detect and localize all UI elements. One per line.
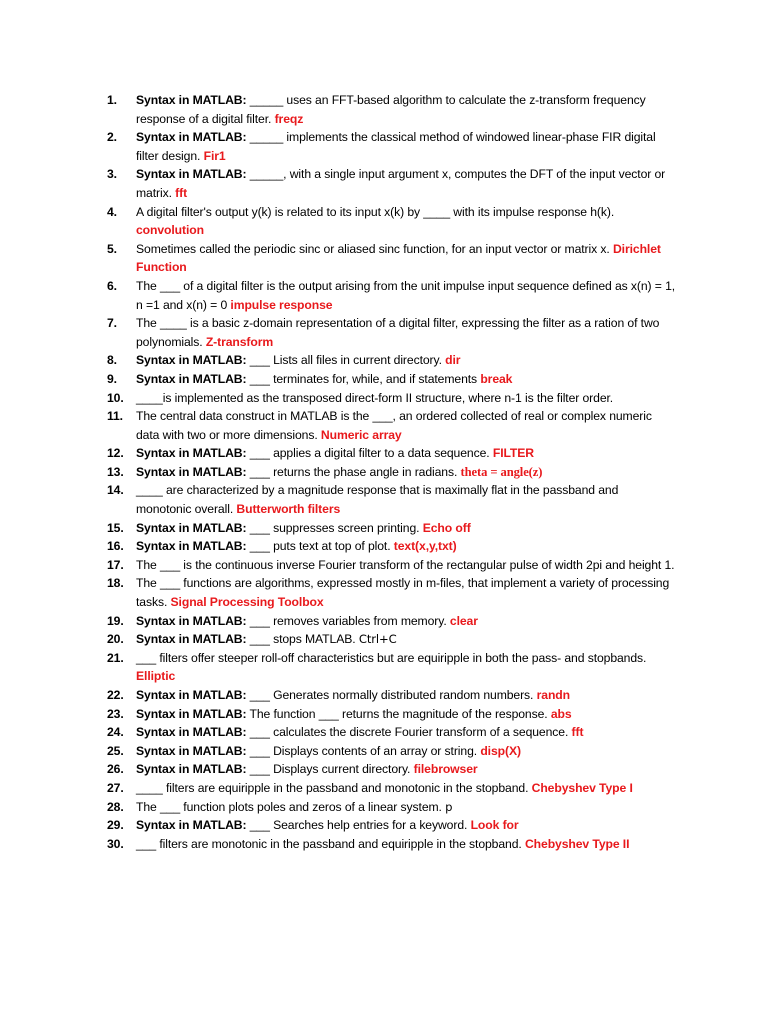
answer-text: FILTER <box>492 446 534 461</box>
question-item <box>0 798 768 817</box>
answer-text: impulse response <box>230 297 333 312</box>
question-item <box>0 128 768 165</box>
question-number: 7. <box>107 316 117 331</box>
answer-text: Fir1 <box>203 148 226 163</box>
question-number: 23. <box>107 706 124 721</box>
question-item <box>0 760 768 779</box>
question-prefix: Syntax in MATLAB: <box>136 539 247 554</box>
question-number: 27. <box>107 780 124 795</box>
answer-text: Look for <box>470 818 519 833</box>
answer-text: text(x,y,txt) <box>393 539 457 554</box>
question-number: 28. <box>107 799 124 814</box>
question-item <box>0 165 768 202</box>
question-item <box>0 705 768 724</box>
question-prefix: Syntax in MATLAB: <box>136 613 247 628</box>
question-number: 21. <box>107 650 124 665</box>
answer-text: Numeric array <box>320 427 402 442</box>
question-number: 20. <box>107 632 124 647</box>
question-text: _____ uses an FFT-based algorithm to calculate the z-transform frequency response of a digital filter. <box>136 93 646 126</box>
answer-text: fft <box>175 185 188 200</box>
question-prefix: Syntax in MATLAB: <box>136 93 247 107</box>
question-list <box>0 91 768 853</box>
question-item <box>0 463 768 482</box>
question-item <box>0 723 768 742</box>
question-text: _____, with a single input argument x, computes the DFT of the input vector or matrix. <box>136 167 666 200</box>
question-number: 4. <box>107 204 117 219</box>
question-number: 6. <box>107 278 117 293</box>
question-item <box>0 91 768 128</box>
question-text: A digital filter's output y(k) is related to its input x(k) by ____ with its impulse response h(k). <box>136 204 615 219</box>
question-prefix: Syntax in MATLAB: <box>136 706 247 721</box>
question-number: 24. <box>107 725 124 740</box>
question-text: ___ Lists all files in current directory. <box>246 353 446 368</box>
answer-text: filebrowser <box>413 762 478 777</box>
question-item <box>0 612 768 631</box>
question-prefix: Syntax in MATLAB: <box>136 130 247 145</box>
question-prefix: Syntax in MATLAB: <box>136 818 247 833</box>
question-item <box>0 277 768 314</box>
question-number: 29. <box>107 818 124 833</box>
question-prefix: Syntax in MATLAB: <box>136 632 247 647</box>
question-item <box>0 240 768 277</box>
question-text: The ___ functions are algorithms, expressed mostly in m-files, that implement a variety of processing tasks. <box>136 576 670 610</box>
question-text: ___ Displays current directory. <box>246 762 414 777</box>
question-text: The function ___ returns the magnitude of the response. <box>246 706 551 721</box>
question-item <box>0 314 768 351</box>
question-number: 13. <box>107 464 124 479</box>
question-number: 11. <box>107 409 123 424</box>
question-text: ___ applies a digital filter to a data sequence. <box>246 446 493 461</box>
question-text: ___ Generates normally distributed random numbers. <box>246 688 537 702</box>
question-item <box>0 389 768 408</box>
question-number: 18. <box>107 576 124 591</box>
answer-text: Elliptic <box>136 669 176 684</box>
question-text: ___ filters are monotonic in the passband and equiripple in the stopband. <box>136 836 525 851</box>
answer-text: Echo off <box>422 520 471 535</box>
question-text: The ___ is the continuous inverse Fourier transform of the rectangular pulse of width 2pi and height 1. <box>136 557 675 572</box>
question-number: 10. <box>107 390 124 405</box>
answer-text: Dirichlet Function <box>136 241 661 275</box>
question-text: _____ implements the classical method of windowed linear-phase FIR digital filter design. <box>136 130 656 163</box>
question-text: ____ are characterized by a magnitude response that is maximally flat in the passband and monotonic overall. <box>136 483 619 517</box>
question-prefix: Syntax in MATLAB: <box>136 353 247 368</box>
question-number: 26. <box>107 762 124 777</box>
question-item <box>0 649 768 686</box>
question-item <box>0 686 768 705</box>
question-text: The ___ function plots poles and zeros of a linear system. <box>136 799 446 814</box>
question-number: 1. <box>107 93 117 107</box>
answer-text: freqz <box>274 111 304 126</box>
question-number: 15. <box>107 520 124 535</box>
answer-text: Chebyshev Type II <box>524 836 630 851</box>
answer-text: theta = angle(z) <box>460 464 543 479</box>
answer-text: Signal Processing Toolbox <box>170 595 324 610</box>
question-number: 22. <box>107 688 124 702</box>
question-item <box>0 351 768 370</box>
question-text: The ___ of a digital filter is the output arising from the unit impulse input sequence defined as x(n) = 1, n =1 and x(n) = 0 <box>136 278 676 312</box>
question-prefix: Syntax in MATLAB: <box>136 520 247 535</box>
question-item <box>0 537 768 556</box>
answer-text: p <box>445 799 453 814</box>
question-text: ____ filters are equiripple in the passband and monotonic in the stopband. <box>136 780 532 795</box>
question-number: 8. <box>107 353 117 368</box>
question-text: ___ Searches help entries for a keyword. <box>246 818 471 833</box>
question-item <box>0 779 768 798</box>
answer-text: Z-transform <box>205 334 274 349</box>
answer-text: Butterworth filters <box>236 502 341 517</box>
question-number: 25. <box>107 743 124 758</box>
answer-text: fft <box>571 725 584 740</box>
answer-text: clear <box>449 613 478 628</box>
question-text: ___ puts text at top of plot. <box>246 539 394 554</box>
answer-text: break <box>480 371 513 386</box>
question-item <box>0 481 768 518</box>
question-text: The central data construct in MATLAB is the ___, an ordered collected of real or complex numeric data with two or more dimensions. <box>136 409 652 442</box>
question-item <box>0 407 768 444</box>
question-number: 5. <box>107 241 117 256</box>
question-item <box>0 742 768 761</box>
question-item <box>0 519 768 538</box>
question-number: 2. <box>107 130 117 145</box>
answer-text: abs <box>550 706 572 721</box>
question-item <box>0 556 768 575</box>
question-number: 14. <box>107 483 124 498</box>
question-number: 17. <box>107 557 124 572</box>
question-text: ___ filters offer steeper roll-off characteristics but are equiripple in both the pass- and stopbands. <box>136 650 647 665</box>
question-text: ___ removes variables from memory. <box>246 613 450 628</box>
question-item <box>0 630 768 649</box>
question-number: 12. <box>107 446 124 461</box>
question-number: 3. <box>107 167 117 182</box>
question-text: ___ stops MATLAB. <box>246 632 359 647</box>
question-prefix: Syntax in MATLAB: <box>136 167 247 182</box>
question-prefix: Syntax in MATLAB: <box>136 446 247 461</box>
answer-text: Ctrl+C <box>358 632 397 647</box>
question-prefix: Syntax in MATLAB: <box>136 743 247 758</box>
question-text: ___ calculates the discrete Fourier transform of a sequence. <box>246 725 572 740</box>
answer-text: dir <box>445 353 461 368</box>
answer-text: convolution <box>136 223 204 238</box>
question-prefix: Syntax in MATLAB: <box>136 688 247 702</box>
question-number: 30. <box>107 836 124 851</box>
question-text: ___ returns the phase angle in radians. <box>246 464 461 479</box>
question-prefix: Syntax in MATLAB: <box>136 371 247 386</box>
question-prefix: Syntax in MATLAB: <box>136 464 247 479</box>
question-item <box>0 835 768 854</box>
question-item <box>0 370 768 389</box>
question-item <box>0 574 768 611</box>
question-prefix: Syntax in MATLAB: <box>136 762 247 777</box>
question-text: ____is implemented as the transposed direct-form II structure, where n-1 is the filter order. <box>136 390 614 405</box>
answer-text: Chebyshev Type I <box>531 780 633 795</box>
question-text: ___ Displays contents of an array or string. <box>246 743 481 758</box>
question-number: 16. <box>107 539 124 554</box>
question-prefix: Syntax in MATLAB: <box>136 725 247 740</box>
question-item <box>0 816 768 835</box>
question-text: The ____ is a basic z-domain representation of a digital filter, expressing the filter as a ration of two polynomials. <box>136 316 660 349</box>
question-text: ___ suppresses screen printing. <box>246 520 423 535</box>
answer-text: randn <box>536 688 570 702</box>
question-number: 19. <box>107 613 124 628</box>
question-text: Sometimes called the periodic sinc or aliased sinc function, for an input vector or matrix x. <box>136 241 613 256</box>
question-number: 9. <box>107 371 117 386</box>
question-text: ___ terminates for, while, and if statements <box>246 371 481 386</box>
question-item <box>0 444 768 463</box>
answer-text: disp(X) <box>480 743 521 758</box>
question-item <box>0 203 768 240</box>
